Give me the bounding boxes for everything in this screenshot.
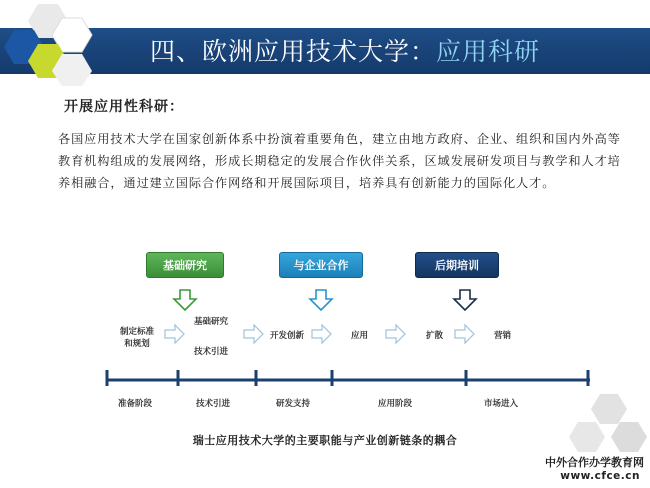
watermark-hexagon-icon <box>548 392 650 462</box>
flow-development-label: 开发创新 <box>270 331 305 341</box>
hexagon-logo-icon <box>0 0 120 86</box>
flow-basic-research-label: 基础研究 <box>194 317 229 327</box>
flow-arrow-1-icon <box>165 325 184 343</box>
flow-arrow-5-icon <box>455 325 474 343</box>
navy-down-arrow-icon <box>454 290 476 310</box>
diagram-caption: 瑞士应用技术大学的主要职能与产业创新链条的耦合 <box>192 434 458 447</box>
enterprise-cooperation-box: 与企业合作 <box>279 252 363 278</box>
watermark-url: www.cfce.cn <box>560 470 640 482</box>
post-training-box: 后期培训 <box>415 252 499 278</box>
flow-arrow-3-icon <box>312 325 331 343</box>
page-title <box>150 34 630 70</box>
watermark-site-name: 中外合作办学教育网 <box>545 456 644 469</box>
flow-arrow-2-icon <box>244 325 263 343</box>
flow-expansion-label: 扩散 <box>426 331 444 341</box>
timeline-label-app: 应用阶段 <box>378 399 413 409</box>
flow-application-label: 应用 <box>351 331 369 341</box>
flow-marketing-label: 营销 <box>494 331 512 341</box>
page-title-accent: 应用科研 <box>436 37 541 66</box>
timeline-label-prep: 准备阶段 <box>118 399 153 409</box>
blue-down-arrow-icon <box>310 290 332 310</box>
basic-research-box: 基础研究 <box>146 252 224 278</box>
page-title-main: 四、欧洲应用技术大学： <box>150 37 437 66</box>
timeline-label-rd: 研发支持 <box>276 399 311 409</box>
flow-standards-label: 制定标准和规划 <box>119 327 154 349</box>
timeline-label-tech: 技术引进 <box>196 399 231 409</box>
body-paragraph: 各国应用技术大学在国家创新体系中扮演着重要角色，建立由地方政府、企业、组织和国内外高等教育机构组成的发展网络，形成长期稳定的发展合作伙伴关系，区域发展研发项目与教学和人才培养相融合，通过建立国际合作网络和开展国际项目，培养具有创新能力的国际化人才。 <box>58 132 621 190</box>
flow-arrow-4-icon <box>386 325 405 343</box>
flow-tech-intro-label: 技术引进 <box>194 347 229 357</box>
green-down-arrow-icon <box>174 290 196 310</box>
section-subtitle: 开展应用性科研： <box>64 99 184 115</box>
timeline-label-market: 市场进入 <box>484 399 519 409</box>
